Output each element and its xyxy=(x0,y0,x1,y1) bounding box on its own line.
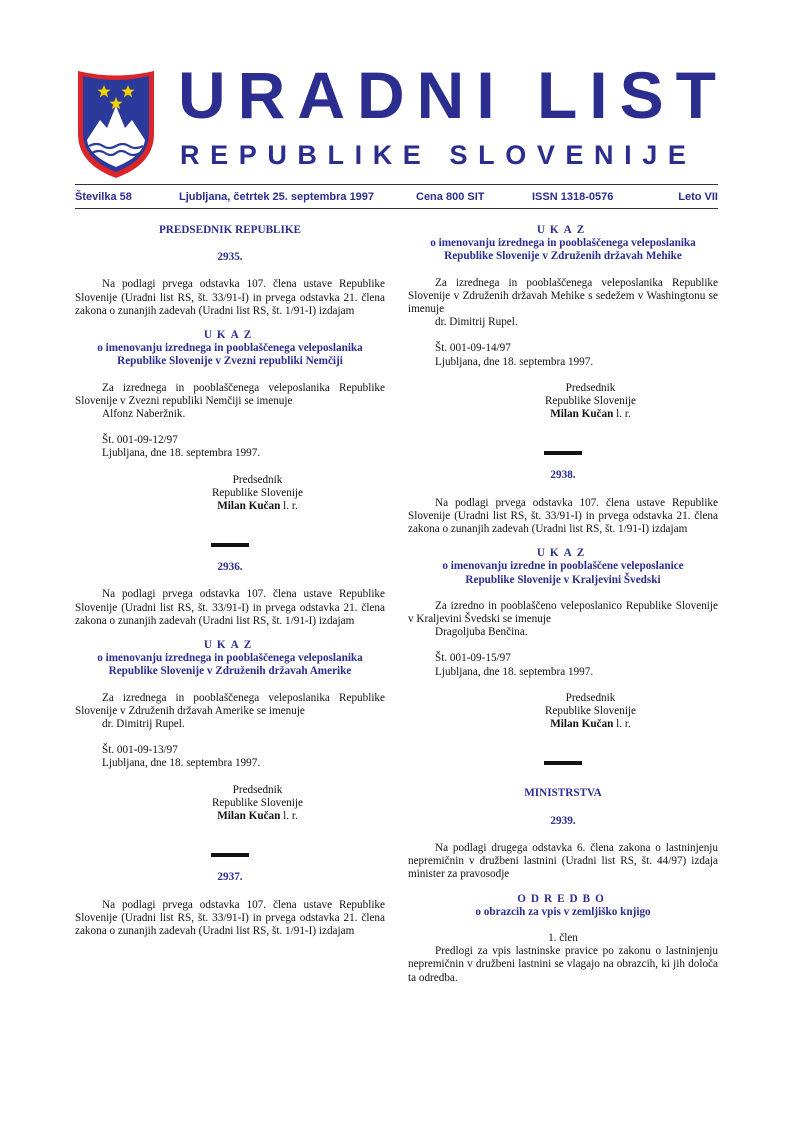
article-number: 2939. xyxy=(550,814,576,827)
signature-title: Predsednik xyxy=(232,783,283,796)
signature-name: Milan Kučan l. r. xyxy=(217,500,298,513)
publication-subtitle: REPUBLIKE SLOVENIJE xyxy=(180,140,697,170)
article-intro: Na podlagi prvega odstavka 107. člena ustave Republike Slovenije (Uradni list RS, št. 33/91-I) in prvega odstavka 21. člena zakona o zunanjih zadevah (Uradni list RS, št. 1/91-I) izdajam xyxy=(408,496,718,536)
order-title: o obrazcih za vpis v zemljiško knjigo xyxy=(475,905,651,918)
order-heading: ODREDBO xyxy=(517,892,609,905)
decree-body: Za izrednega in pooblaščenega veleposlanika Republike Slovenije v Združenih državah Amerike se imenuje xyxy=(75,691,385,717)
decree-title-line1: o imenovanju izrednega in pooblaščenega veleposlanika xyxy=(430,237,696,250)
article-number: 2937. xyxy=(217,871,243,884)
masthead xyxy=(0,0,793,200)
decree-body: Za izrednega in pooblaščenega veleposlanika Republike Slovenije v Zvezni republiki Nemčiji se imenuje xyxy=(75,381,385,407)
section-heading: PREDSEDNIK REPUBLIKE xyxy=(158,224,302,236)
signature-title: Predsednik xyxy=(565,381,616,394)
decree-heading: UKAZ xyxy=(203,639,257,652)
reference-number: Št. 001-09-14/97 xyxy=(435,342,511,355)
issue-price: Cena 800 SIT xyxy=(416,191,485,203)
issue-issn: ISSN 1318-0576 xyxy=(532,191,614,203)
header-rule-top xyxy=(75,184,718,185)
issue-info-bar xyxy=(75,189,718,207)
reference-number: Št. 001-09-15/97 xyxy=(435,652,511,665)
header-rule-bottom xyxy=(75,208,718,209)
signature-office: Republike Slovenije xyxy=(211,796,304,809)
issue-date: Ljubljana, četrtek 25. septembra 1997 xyxy=(179,191,375,203)
decree-title-line1: o imenovanju izrednega in pooblaščenega veleposlanika xyxy=(97,342,363,355)
reference-number: Št. 001-09-12/97 xyxy=(102,434,178,447)
signature-office: Republike Slovenije xyxy=(211,486,304,499)
signature-name: Milan Kučan l. r. xyxy=(217,810,298,823)
article-intro: Na podlagi drugega odstavka 6. člena zakona o lastninjenju nepremičnin v družbeni lastnini (Uradni list RS, št. 44/97) izdaja minister za pravosodje xyxy=(408,841,718,881)
decree-title-line2: Republike Slovenije v Kraljevini Švedski xyxy=(465,573,661,586)
appointee-name: dr. Dimitrij Rupel. xyxy=(102,718,185,731)
signature-name: Milan Kučan l. r. xyxy=(550,408,631,421)
publication-title: URADNI LIST xyxy=(178,58,728,132)
reference-number: Št. 001-09-13/97 xyxy=(102,744,178,757)
place-date: Ljubljana, dne 18. septembra 1997. xyxy=(435,355,594,368)
appointee-name: Dragoljuba Benčina. xyxy=(435,626,528,639)
signature-office: Republike Slovenije xyxy=(544,395,637,408)
place-date: Ljubljana, dne 18. septembra 1997. xyxy=(102,757,261,770)
decree-title-line2: Republike Slovenije v Združenih državah Mehike xyxy=(444,250,682,263)
appointee-name: dr. Dimitrij Rupel. xyxy=(435,316,518,329)
decree-heading: UKAZ xyxy=(536,547,590,560)
place-date: Ljubljana, dne 18. septembra 1997. xyxy=(102,447,261,460)
clause-body: Predlogi za vpis lastninske pravice po zakonu o lastninjenju nepremičnin v družbeni lastnini se vlagajo na obrazcih, ki jih določa ta odredba. xyxy=(408,945,718,984)
appointee-name: Alfonz Naberžnik. xyxy=(102,408,186,421)
article-intro: Na podlagi prvega odstavka 107. člena ustave Republike Slovenije (Uradni list RS, št. 33/91-I) in prvega odstavka 21. člena zakona o zunanjih zadevah (Uradni list RS, št. 1/91-I) izdajam xyxy=(75,588,385,627)
issue-number: Številka 58 xyxy=(75,191,132,203)
signature-name: Milan Kučan l. r. xyxy=(550,718,631,731)
decree-title-line1: o imenovanju izredne in pooblaščene veleposlanice xyxy=(442,560,684,573)
article-clause-number: 1. člen xyxy=(548,931,578,944)
signature-office: Republike Slovenije xyxy=(544,705,637,718)
article-number: 2938. xyxy=(550,469,576,482)
decree-title-line2: Republike Slovenije v Združenih državah Amerike xyxy=(108,665,352,678)
article-intro: Na podlagi prvega odstavka 107. člena ustave Republike Slovenije (Uradni list RS, št. 33/91-I) in prvega odstavka 21. člena zakona o zunanjih zadevah (Uradni list RS, št. 1/91-I) izdajam xyxy=(75,278,385,317)
section-heading: MINISTRSTVA xyxy=(524,787,602,800)
decree-title-line2: Republike Slovenije v Zvezni republiki Nemčiji xyxy=(117,355,343,368)
article-intro: Na podlagi prvega odstavka 107. člena ustave Republike Slovenije (Uradni list RS, št. 33/91-I) in prvega odstavka 21. člena zakona o zunanjih zadevah (Uradni list RS, št. 1/91-I) izdajam xyxy=(75,898,385,937)
decree-heading: UKAZ xyxy=(203,329,257,342)
issue-year: Leto VII xyxy=(678,191,718,203)
decree-title-line1: o imenovanju izrednega in pooblaščenega veleposlanika xyxy=(97,652,363,665)
decree-body: Za izredno in pooblaščeno veleposlanico Republike Slovenije v Kraljevini Švedski se imenuje xyxy=(408,599,718,626)
left-column xyxy=(75,224,385,938)
signature-title: Predsednik xyxy=(565,691,616,704)
right-column xyxy=(408,224,718,985)
article-number: 2936. xyxy=(217,561,243,574)
place-date: Ljubljana, dne 18. septembra 1997. xyxy=(435,665,594,678)
slovenian-coat-of-arms-icon xyxy=(75,68,157,180)
decree-body: Za izrednega in pooblaščenega veleposlanika Republike Slovenije v Združenih državah Mehike s sedežem v Washingtonu se imenuje xyxy=(408,276,718,316)
article-number: 2935. xyxy=(217,251,243,264)
signature-title: Predsednik xyxy=(232,473,283,486)
decree-heading: UKAZ xyxy=(536,224,590,236)
